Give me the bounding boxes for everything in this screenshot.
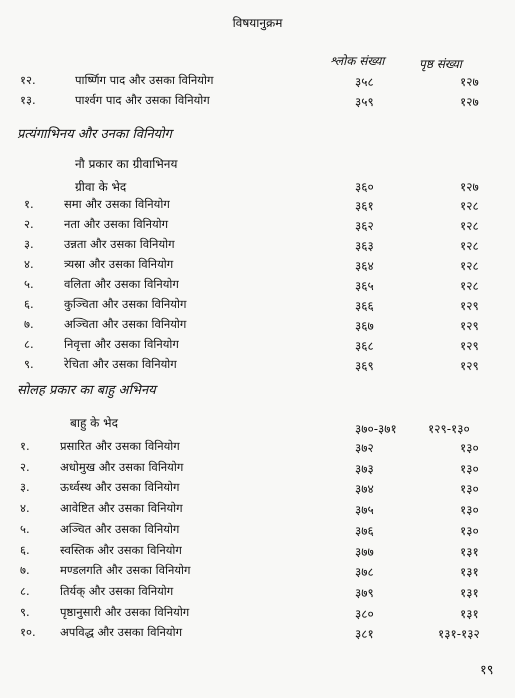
row-shloka-number: ३६४ bbox=[355, 259, 374, 273]
row-number: १०. bbox=[20, 625, 36, 640]
row-label: त्र्यस्रा और उसका विनियोग bbox=[64, 257, 174, 271]
row-label: नता और उसका विनियोग bbox=[64, 217, 169, 231]
row-label: स्वस्तिक और उसका विनियोग bbox=[60, 542, 182, 557]
row-shloka-number: ३६९ bbox=[355, 359, 374, 373]
row-shloka-number: ३८० bbox=[355, 606, 374, 621]
row-label: आवेष्टित और उसका विनियोग bbox=[60, 501, 183, 516]
row-page-number: १२८ bbox=[460, 239, 479, 253]
row-number: १२. bbox=[20, 73, 36, 87]
row-number: ७. bbox=[20, 563, 30, 578]
subheading-griva-shloka: ३६० bbox=[355, 180, 374, 194]
row-label: अधोमुख और उसका विनियोग bbox=[60, 459, 184, 474]
row-number: ४. bbox=[24, 257, 34, 271]
row-page-number: १२८ bbox=[460, 259, 479, 273]
column-header-page: पृष्ठ संख्या bbox=[419, 57, 462, 71]
row-number: ९. bbox=[24, 357, 34, 371]
row-shloka-number: ३७६ bbox=[355, 523, 374, 538]
row-number: २. bbox=[20, 459, 30, 474]
row-shloka-number: ३७४ bbox=[355, 482, 374, 497]
row-label: अञ्चिता और उसका विनियोग bbox=[64, 317, 187, 331]
row-label: पार्श्वग पाद और उसका विनियोग bbox=[75, 93, 210, 107]
row-label: पृष्ठानुसारी और उसका विनियोग bbox=[60, 604, 190, 619]
row-page-number: १२९ bbox=[460, 339, 479, 353]
row-label: निवृत्ता और उसका विनियोग bbox=[64, 337, 179, 351]
row-shloka-number: ३६७ bbox=[355, 319, 374, 333]
row-number: ४. bbox=[20, 501, 30, 516]
subheading-griva-page: १२७ bbox=[460, 180, 479, 194]
row-shloka-number: ३७३ bbox=[355, 461, 374, 476]
row-page-number: १२८ bbox=[460, 199, 479, 213]
row-number: २. bbox=[24, 217, 34, 231]
row-number: ३. bbox=[24, 237, 34, 251]
row-shloka-number: ३७९ bbox=[355, 585, 374, 600]
row-page-number: १३१ bbox=[460, 606, 479, 621]
subheading-bahu-bhed: बाहु के भेद bbox=[70, 416, 118, 430]
row-page-number: १३० bbox=[460, 503, 479, 518]
row-number: ५. bbox=[20, 521, 30, 536]
row-label: उन्नता और उसका विनियोग bbox=[64, 237, 175, 251]
row-number: ३. bbox=[20, 480, 30, 495]
column-header-shloka: श्लोक संख्या bbox=[330, 54, 385, 68]
row-page-number: १२७ bbox=[460, 75, 479, 89]
row-page-number: १३१ bbox=[460, 585, 479, 600]
row-label: तिर्यक् और उसका विनियोग bbox=[60, 583, 174, 598]
subheading-bahu-page: १२९-१३० bbox=[428, 422, 470, 436]
subheading-bahu-shloka: ३७०-३७१ bbox=[355, 422, 397, 436]
row-number: ८. bbox=[20, 583, 30, 598]
row-page-number: १३१ bbox=[460, 565, 479, 580]
row-number: ८. bbox=[24, 337, 34, 351]
row-shloka-number: ३६१ bbox=[355, 199, 374, 213]
row-shloka-number: ३६२ bbox=[355, 219, 374, 233]
row-page-number: १३१ bbox=[460, 544, 479, 559]
row-label: अपविद्ध और उसका विनियोग bbox=[60, 625, 183, 640]
row-label: प्रसारित और उसका विनियोग bbox=[60, 439, 180, 453]
row-shloka-number: ३८१ bbox=[355, 627, 374, 642]
row-shloka-number: ३७५ bbox=[355, 503, 374, 518]
row-number: १३. bbox=[20, 93, 36, 107]
row-page-number: १२९ bbox=[460, 359, 479, 373]
row-page-number: १३१-१३२ bbox=[438, 627, 480, 642]
row-shloka-number: ३६८ bbox=[355, 339, 374, 353]
row-shloka-number: ३६३ bbox=[355, 239, 374, 253]
row-shloka-number: ३७८ bbox=[355, 565, 374, 580]
row-label: ऊर्ध्वस्थ और उसका विनियोग bbox=[60, 480, 180, 495]
row-page-number: १२८ bbox=[460, 219, 479, 233]
row-page-number: १२९ bbox=[460, 299, 479, 313]
row-label: मण्डलगति और उसका विनियोग bbox=[60, 563, 191, 578]
row-label: वलिता और उसका विनियोग bbox=[64, 277, 179, 291]
page-number: १९ bbox=[480, 663, 494, 678]
row-shloka-number: ३६६ bbox=[355, 299, 374, 313]
row-number: ७. bbox=[24, 317, 34, 331]
row-page-number: १३० bbox=[460, 461, 479, 476]
subheading-griva-bhed: ग्रीवा के भेद bbox=[75, 180, 127, 194]
row-page-number: १२८ bbox=[460, 279, 479, 293]
row-label: अञ्चित और उसका विनियोग bbox=[60, 521, 180, 536]
row-number: १. bbox=[20, 439, 30, 453]
page-title: विषयानुक्रम bbox=[232, 16, 283, 30]
row-shloka-number: ३५९ bbox=[355, 95, 374, 109]
row-page-number: १२९ bbox=[460, 319, 479, 333]
row-page-number: १३० bbox=[460, 482, 479, 497]
row-label: समा और उसका विनियोग bbox=[64, 197, 170, 211]
section-title-bahu: सोलह प्रकार का बाहु अभिनय bbox=[17, 383, 156, 398]
row-label: कुञ्चिता और उसका विनियोग bbox=[64, 297, 187, 311]
subheading-griva-abhinaya: नौ प्रकार का ग्रीवाभिनय bbox=[75, 157, 178, 171]
row-number: १. bbox=[24, 197, 34, 211]
row-number: ६. bbox=[20, 542, 30, 557]
row-label: पार्ष्णिग पाद और उसका विनियोग bbox=[75, 73, 214, 87]
row-page-number: १२७ bbox=[460, 95, 479, 109]
row-page-number: १३० bbox=[460, 523, 479, 538]
row-number: ९. bbox=[20, 604, 30, 619]
row-shloka-number: ३५८ bbox=[355, 75, 374, 89]
row-label: रेचिता और उसका विनियोग bbox=[64, 357, 177, 371]
row-page-number: १३० bbox=[460, 441, 479, 455]
row-number: ५. bbox=[24, 277, 34, 291]
row-shloka-number: ३७७ bbox=[355, 544, 374, 559]
row-shloka-number: ३६५ bbox=[355, 279, 374, 293]
section-title-pratyanga: प्रत्यंगाभिनय और उनका विनियोग bbox=[17, 127, 172, 142]
row-number: ६. bbox=[24, 297, 34, 311]
row-shloka-number: ३७२ bbox=[355, 441, 374, 455]
